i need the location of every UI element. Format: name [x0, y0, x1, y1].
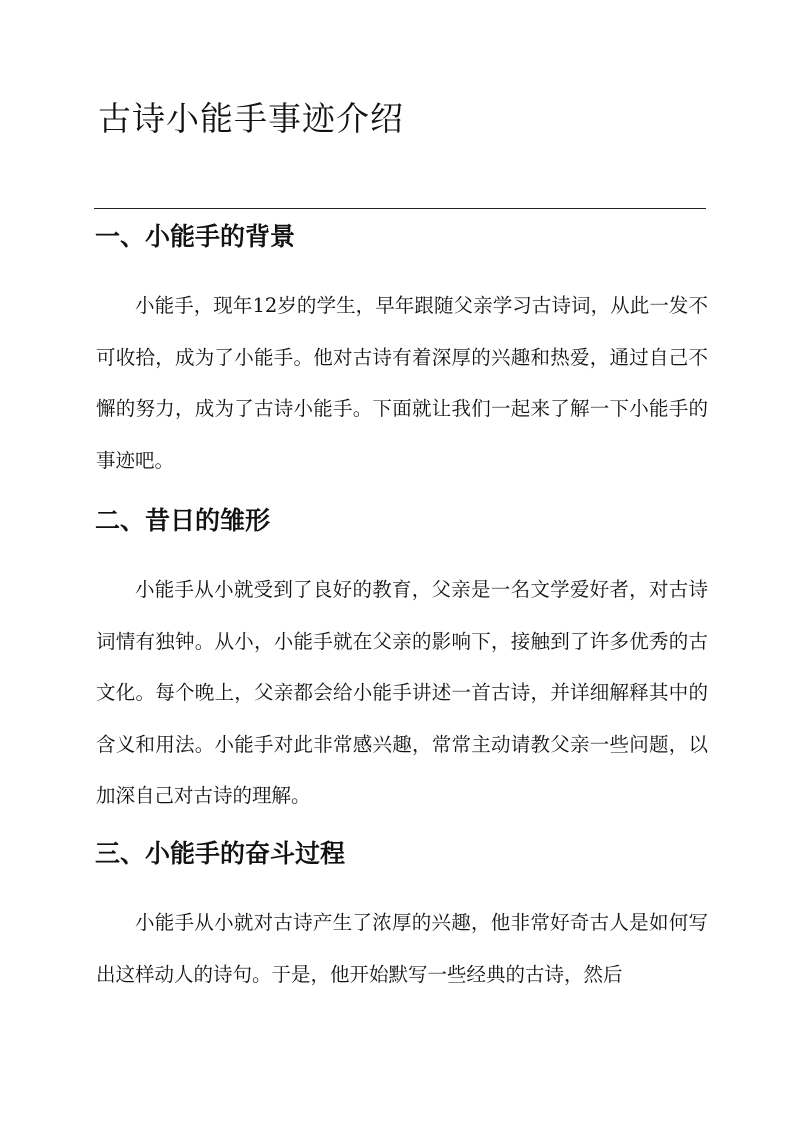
section-paragraph-background: 小能手，现年12岁的学生，早年跟随父亲学习古诗词，从此一发不可收拾，成为了小能手。他对古诗有着深厚的兴趣和热爱，通过自己不懈的努力，成为了古诗小能手。下面就让我们一起来了解一下小能手的事迹吧。 [96, 294, 708, 472]
section-paragraph-struggle: 小能手从小就对古诗产生了浓厚的兴趣，他非常好奇古人是如何写出这样动人的诗句。于是，他开始默写一些经典的古诗，然后 [96, 911, 708, 986]
title-divider [94, 208, 706, 209]
section-heading-background: 一、小能手的背景 [95, 222, 296, 251]
section-paragraph-early-days: 小能手从小就受到了良好的教育，父亲是一名文学爱好者，对古诗词情有独钟。从小，小能手就在父亲的影响下，接触到了许多优秀的古文化。每个晚上，父亲都会给小能手讲述一首古诗，并详细解释其中的含义和用法。小能手对此非常感兴趣，常常主动请教父亲一些问题，以加深自己对古诗的理解。 [96, 578, 708, 807]
document-title: 古诗小能手事迹介绍 [98, 99, 404, 138]
section-heading-early-days: 二、昔日的雏形 [95, 506, 271, 535]
section-heading-struggle: 三、小能手的奋斗过程 [95, 839, 346, 868]
